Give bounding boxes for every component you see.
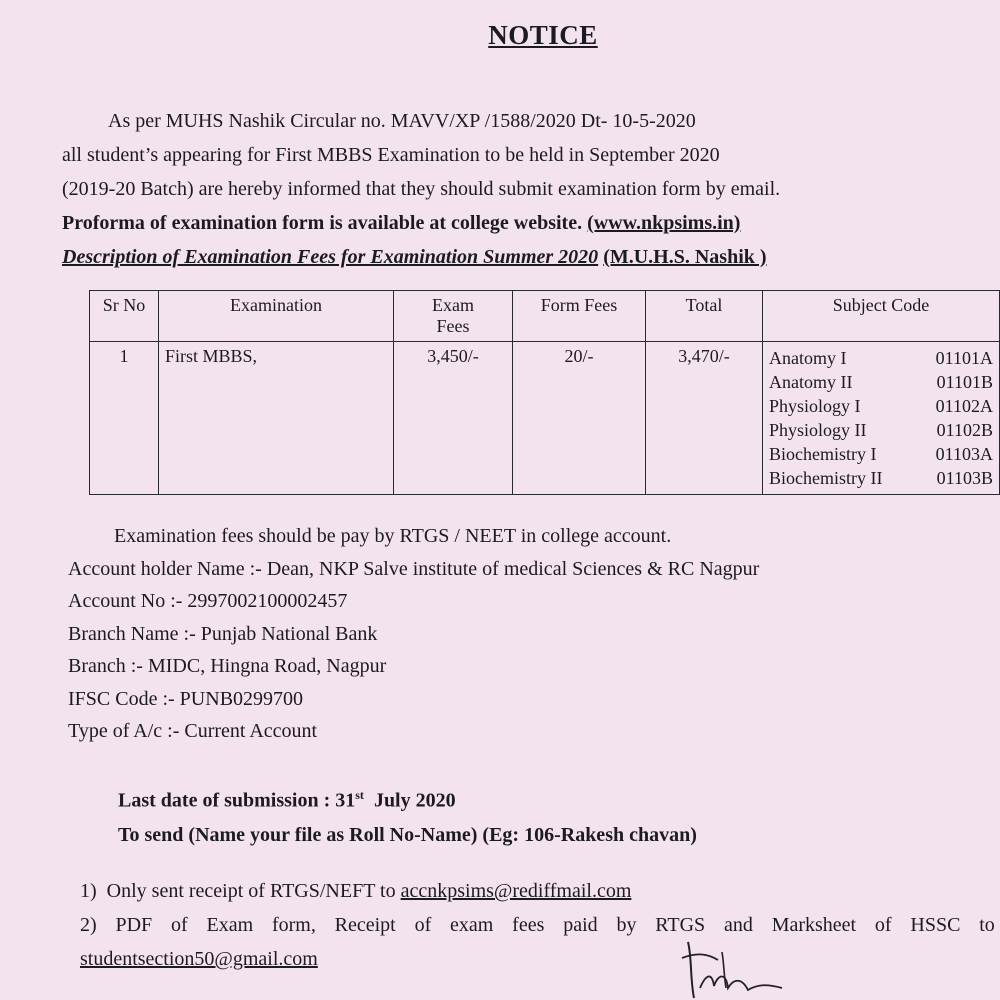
fee-table [89, 290, 1000, 495]
instruction-2-word: Receipt [334, 914, 396, 936]
branch-name-line: Branch Name :- Punjab National Bank [68, 622, 378, 645]
fees-description-text: Description of Examination Fees for Examination Summer 2020 [62, 246, 599, 268]
subject-name: Anatomy II [769, 372, 853, 392]
instruction-2-word: HSSC [910, 914, 961, 936]
fees-description-heading [62, 240, 780, 274]
header-exam-fees-line2: Fees [436, 316, 470, 336]
instruction-2-word: form, [271, 914, 316, 936]
subject-item [769, 418, 993, 442]
instruction-item-1 [80, 874, 995, 908]
header-total: Total [646, 291, 763, 342]
accounts-email-link[interactable]: accnkpsims@rediffmail.com [400, 880, 632, 902]
cell-form-fees: 20/- [513, 342, 646, 495]
instruction-2-word: exam [450, 914, 494, 936]
subject-name: Anatomy I [769, 348, 847, 368]
instruction-2-word: RTGS [655, 914, 706, 936]
fee-table-header [90, 291, 1000, 342]
header-exam-fees-line1: Exam [432, 295, 474, 315]
header-sr-no: Sr No [90, 291, 159, 342]
subject-code: 01101B [936, 372, 993, 392]
student-section-email-link[interactable]: studentsection50@gmail.com [80, 948, 318, 970]
subject-name: Biochemistry II [769, 468, 883, 488]
handwritten-signature [678, 938, 788, 1000]
circular-line: As per MUHS Nashik Circular no. MAVV/XP /1588/2020 Dt- 10-5-2020 [108, 110, 696, 132]
instruction-item-2 [80, 908, 995, 942]
account-holder-line: Account holder Name :- Dean, NKP Salve institute of medical Sciences & RC Nagpur [68, 557, 760, 580]
header-exam-fees [394, 291, 513, 342]
instructions-list [80, 874, 995, 976]
instruction-2-word: and [723, 914, 753, 936]
account-number-line: Account No :- 2997002100002457 [68, 590, 348, 612]
file-naming-line: To send (Name your file as Roll No-Name) (Eg: 106-Rakesh chavan) [118, 823, 697, 846]
proforma-text: Proforma of examination form is available at college website. [62, 212, 583, 234]
proforma-line [62, 206, 780, 240]
header-examination: Examination [159, 291, 394, 342]
payment-details [68, 520, 759, 748]
payment-method-line: Examination fees should be pay by RTGS / NEET in college account. [114, 525, 672, 547]
intro-paragraph [62, 104, 780, 274]
submission-deadline [118, 778, 697, 852]
subject-item [769, 442, 993, 466]
last-date-prefix: Last date of submission : 31 [118, 789, 356, 812]
subject-code: 01103A [935, 444, 993, 464]
intro-line-2: all student’s appearing for First MBBS Examination to be held in September 2020 [62, 144, 720, 166]
subject-item [769, 370, 993, 394]
table-row [90, 342, 1000, 495]
account-type-line: Type of A/c :- Current Account [68, 720, 318, 742]
instruction-item-2-cont [80, 942, 995, 976]
instruction-2-word: PDF [115, 914, 153, 936]
instruction-2-word: Marksheet [771, 914, 857, 936]
instruction-2-word: Exam [206, 914, 254, 936]
intro-line-3: (2019-20 Batch) are hereby informed that they should submit examination form by email. [62, 178, 781, 200]
ifsc-line: IFSC Code :- PUNB0299700 [68, 687, 304, 710]
instruction-2-word: 2) [80, 914, 97, 936]
instruction-2-word: of [171, 914, 188, 936]
instruction-2-word: fees [512, 914, 545, 936]
subject-code: 01102B [936, 420, 993, 440]
cell-sr-no: 1 [90, 342, 159, 495]
instruction-2-word: of [414, 914, 432, 936]
subject-code: 01102A [935, 396, 993, 416]
subject-name: Physiology I [769, 396, 861, 416]
last-date-sup: st [355, 788, 364, 802]
muhs-label: (M.U.H.S. Nashik ) [603, 246, 767, 268]
subject-item [769, 466, 993, 490]
header-subject-code: Subject Code [763, 291, 1000, 342]
cell-examination: First MBBS, [159, 342, 394, 495]
instruction-2-word: to [979, 914, 995, 936]
instruction-2-word: paid [563, 914, 598, 936]
cell-subject-codes [763, 342, 1000, 495]
last-date-suffix: July 2020 [363, 789, 456, 812]
header-form-fees: Form Fees [513, 291, 646, 342]
branch-line: Branch :- MIDC, Hingna Road, Nagpur [68, 655, 387, 677]
cell-exam-fees: 3,450/- [394, 342, 513, 495]
subject-item [769, 346, 993, 370]
notice-title: NOTICE [488, 20, 598, 50]
cell-total: 3,470/- [646, 342, 763, 495]
college-website-link[interactable]: (www.nkpsims.in) [587, 212, 741, 234]
instruction-2-word: by [616, 914, 637, 936]
instruction-2-word: of [874, 914, 892, 936]
subject-item [769, 394, 993, 418]
last-date-line [118, 778, 697, 818]
instruction-1-text: 1) Only sent receipt of RTGS/NEFT to [80, 880, 401, 902]
subject-name: Physiology II [769, 420, 867, 440]
subject-name: Biochemistry I [769, 444, 877, 464]
subject-code: 01101A [935, 348, 993, 368]
subject-code: 01103B [936, 468, 993, 488]
